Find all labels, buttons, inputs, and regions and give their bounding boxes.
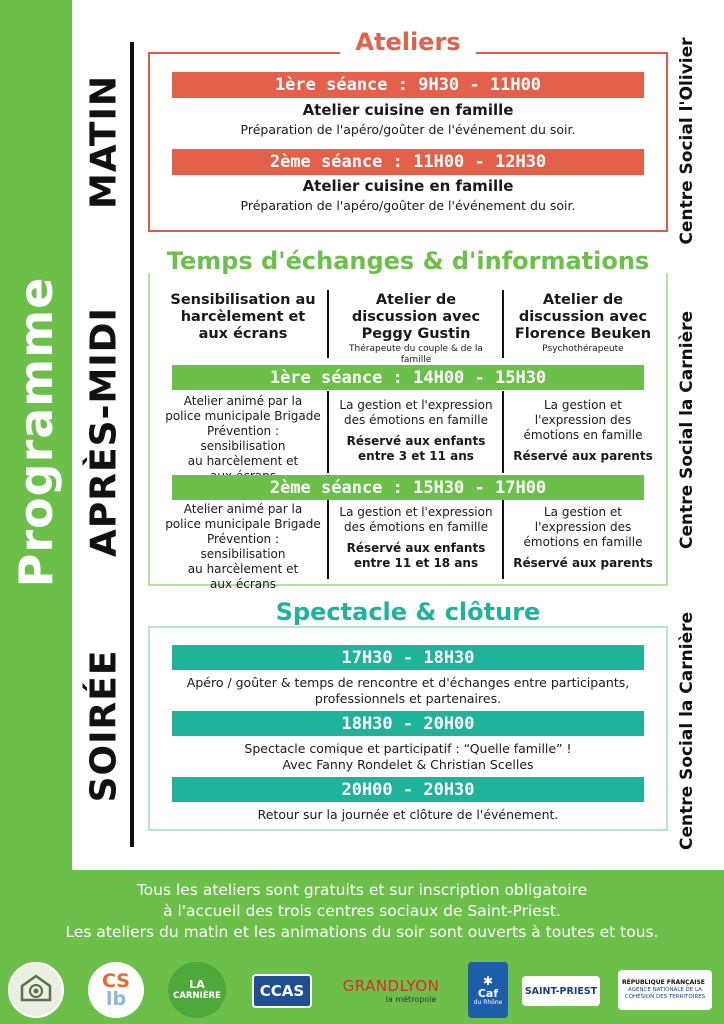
col-3-head-line-1: Atelier de	[542, 292, 624, 308]
republique-logo	[618, 970, 712, 1010]
ccas-logo-text: CCAS	[259, 982, 305, 1000]
footer-line: Les ateliers du matin et les animations du soir sont ouverts à toutes et tous.	[65, 923, 659, 941]
venue-matin: Centre Social l'Olivier	[677, 37, 697, 245]
col-1-head-line-2: harcèlement et	[180, 309, 306, 325]
s1c2-line: des émotions en famille	[344, 413, 488, 427]
footer-text	[0, 880, 724, 943]
ateliers-session-2-desc: Préparation de l'apéro/goûter de l'événement du soir.	[240, 198, 576, 213]
s2c1-line: Prévention : sensibilisation	[200, 532, 286, 561]
ccas-logo	[252, 974, 312, 1008]
s2c1-line: police municipale Brigade	[165, 517, 321, 531]
s1c3-line: La gestion et	[544, 398, 622, 412]
spectacle-s2-line: Spectacle comique et participatif : “Quelle famille” !	[244, 741, 572, 756]
col-2-head-line-1: Atelier de	[375, 292, 457, 308]
s2-col-2-cell	[333, 505, 499, 571]
col-2-head-line-3: Peggy Gustin	[361, 326, 471, 342]
s2c1-line: aux écrans	[210, 577, 276, 591]
ateliers-session-1-desc: Préparation de l'apéro/goûter de l'événement du soir.	[240, 122, 576, 137]
s2c2-bold-line: Réservé aux enfants	[346, 541, 486, 555]
s2c2-line: des émotions en famille	[344, 520, 488, 534]
period-matin: MATIN	[83, 75, 125, 209]
s2-col-1-cell	[163, 502, 323, 592]
s2c3-line: émotions en famille	[523, 535, 643, 549]
spectacle-s2-line: Avec Fanny Rondelet & Christian Scelles	[282, 757, 534, 772]
spectacle-session-2-desc	[150, 741, 666, 773]
caf-logo	[468, 962, 508, 1018]
saint-priest-logo	[522, 976, 600, 1006]
s2c3-line: l'expression des	[534, 520, 632, 534]
col-1-head-line-3: aux écrans	[198, 326, 288, 342]
col-2-subtitle: Thérapeute du couple & de la famille	[349, 344, 483, 365]
csb-logo-line-2: lb	[105, 988, 127, 1010]
spectacle-session-1-desc	[150, 675, 666, 707]
ateliers-title: Ateliers	[340, 28, 476, 56]
venue-apres-midi: Centre Social la Carnière	[677, 310, 697, 550]
partner-logos	[0, 962, 724, 1020]
col-3-subtitle: Psychothérapeute	[542, 344, 624, 354]
echanges-col-2-header	[333, 292, 499, 366]
programme-title: Programme	[9, 276, 63, 588]
olivier-logo	[8, 962, 64, 1018]
col-separator	[327, 391, 329, 473]
spectacle-s1-line: professionnels et partenaires.	[314, 691, 502, 706]
period-apres-midi: APRÈS-MIDI	[83, 307, 125, 557]
s1-col-2-cell	[333, 398, 499, 464]
ateliers-session-2-name: Atelier cuisine en famille	[302, 177, 514, 195]
grandlyon-line-1: GRANDLYON	[342, 976, 440, 995]
s1c3-line: émotions en famille	[523, 428, 643, 442]
venue-soiree: Centre Social la Carnière	[677, 611, 697, 851]
col-2-head-line-2: discussion avec	[351, 309, 481, 325]
s2c3-line: La gestion et	[544, 505, 622, 519]
s1c2-line: La gestion et l'expression	[339, 398, 493, 412]
s1c3-bold-line: Réservé aux parents	[513, 449, 653, 463]
olivier-logo-icon	[16, 970, 56, 1010]
col-3-head-line-3: Florence Beuken	[514, 326, 652, 342]
caf-line-1: Caf	[477, 986, 499, 1000]
s1-col-1-cell	[163, 394, 323, 484]
grandlyon-logo	[332, 962, 450, 1018]
col-separator	[327, 290, 329, 358]
republique-line-2: AGENCE NATIONALE DE LA COHÉSION DES TERRITOIRES	[624, 987, 706, 1000]
saint-priest-text: SAINT-PRIEST	[524, 985, 598, 997]
la-carniere-logo	[168, 962, 226, 1018]
s1c2-bold-line: entre 3 et 11 ans	[358, 449, 474, 463]
echanges-session-2-time: 2ème séance : 15H30 - 17H00	[172, 475, 644, 500]
csb-logo-line-1: CS	[102, 970, 130, 992]
s1c2-bold-line: Réservé aux enfants	[346, 434, 486, 448]
spectacle-session-1-time: 17H30 - 18H30	[172, 645, 644, 670]
col-separator	[502, 290, 504, 358]
caf-line-2: du Rhône	[473, 998, 503, 1006]
ateliers-session-2-time: 2ème séance : 11H00 - 12H30	[172, 149, 644, 175]
col-separator	[327, 499, 329, 579]
timeline-divider	[130, 42, 134, 847]
echanges-title: Temps d'échanges & d'informations	[150, 247, 666, 275]
s2c2-bold-line: entre 11 et 18 ans	[353, 556, 479, 570]
grandlyon-line-2: la métropole	[385, 994, 437, 1004]
footer-line: Tous les ateliers sont gratuits et sur inscription obligatoire	[136, 881, 588, 899]
echanges-col-1-header	[163, 292, 323, 343]
la-carniere-line-2: CARNIÈRE	[173, 991, 221, 1001]
ateliers-session-1-name: Atelier cuisine en famille	[302, 101, 514, 119]
republique-line-1: RÉPUBLIQUE FRANÇAISE	[622, 979, 705, 986]
spectacle-title: Spectacle & clôture	[255, 598, 561, 626]
ateliers-session-1-time: 1ère séance : 9H30 - 11H00	[172, 72, 644, 98]
col-separator	[502, 391, 504, 473]
echanges-session-1-time: 1ère séance : 14H00 - 15H30	[172, 365, 644, 390]
s1c1-line: Prévention : sensibilisation	[200, 424, 286, 453]
spectacle-s3-line: Retour sur la journée et clôture de l'événement.	[257, 807, 559, 822]
s2c2-line: La gestion et l'expression	[339, 505, 493, 519]
spectacle-session-3-time: 20H00 - 20H30	[172, 777, 644, 802]
spectacle-s1-line: Apéro / goûter & temps de rencontre et d'échanges entre participants,	[186, 675, 630, 690]
s1c3-line: l'expression des	[534, 413, 632, 427]
s1c1-line: Atelier animé par la	[183, 394, 303, 408]
s1c1-line: au harcèlement et	[187, 454, 299, 468]
s1-col-3-cell	[508, 398, 658, 464]
spectacle-session-3-desc	[150, 807, 666, 823]
caf-star-icon: ✱	[482, 973, 494, 988]
s2c1-line: Atelier animé par la	[183, 502, 303, 516]
s2c3-bold-line: Réservé aux parents	[513, 556, 653, 570]
s2-col-3-cell	[508, 505, 658, 571]
period-soiree: SOIRÉE	[83, 649, 125, 803]
s2c1-line: au harcèlement et	[187, 562, 299, 576]
csb-logo	[88, 962, 144, 1018]
col-separator	[502, 499, 504, 579]
spectacle-session-2-time: 18H30 - 20H00	[172, 711, 644, 736]
echanges-col-3-header	[508, 292, 658, 355]
la-carniere-line-1: LA	[189, 978, 205, 991]
col-3-head-line-2: discussion avec	[518, 309, 648, 325]
footer-line: à l'accueil des trois centres sociaux de Saint-Priest.	[163, 902, 561, 920]
col-1-head-line-1: Sensibilisation au	[170, 292, 316, 308]
s1c1-line: police municipale Brigade	[165, 409, 321, 423]
